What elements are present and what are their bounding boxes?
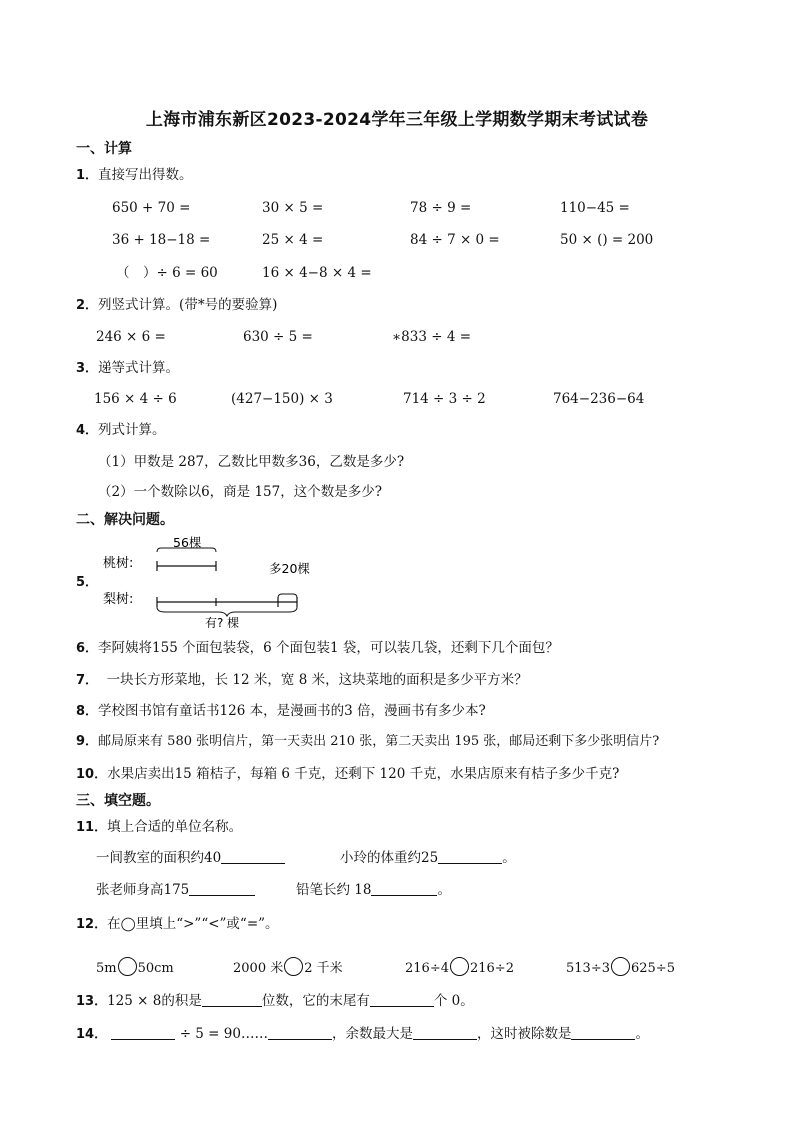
question-number: 8．: [76, 704, 99, 719]
q2-item: ∗833 ÷ 4 =: [392, 329, 472, 345]
section-fill-heading: 三、填空题。: [76, 793, 160, 809]
q14-text: ，余数最大是: [331, 1026, 413, 1042]
question-14: [76, 1024, 649, 1045]
q1-item: （ ）÷ 6 = 60: [116, 265, 218, 281]
q1-item: 25 × 4 =: [262, 232, 324, 248]
pear-label: 梨树:: [103, 592, 134, 607]
compare-right: 2 千米: [304, 961, 343, 976]
answer-blank[interactable]: [438, 849, 502, 864]
question-text: 列竖式计算。(带*号的要验算): [98, 297, 278, 313]
answer-blank[interactable]: [189, 881, 255, 896]
question-number: 10．: [76, 767, 108, 782]
question-text: 在◯里填上“>”“<”或“=”。: [107, 916, 279, 932]
question-text: 直接写出得数。: [98, 167, 193, 183]
q11-period: 。: [437, 882, 451, 898]
question-1: [76, 165, 193, 186]
q12-compare-1: [96, 957, 174, 979]
question-number: 9．: [76, 734, 99, 749]
question-text: 填上合适的单位名称。: [107, 819, 243, 835]
question-text: 李阿姨将155 个面包装袋，6 个面包装1 袋，可以装几袋，还剩下几个面包？: [98, 640, 559, 656]
compare-right: 50cm: [137, 961, 174, 976]
q13-text: 125 × 8的积是: [107, 993, 202, 1009]
question-number: 3．: [76, 361, 99, 376]
question-label: 有? 棵: [205, 616, 240, 628]
more-brace: [278, 594, 297, 598]
q1-item: 30 × 5 =: [262, 200, 324, 216]
q1-item: 50 × () = 200: [560, 232, 654, 248]
q2-item: 246 × 6 =: [96, 329, 166, 345]
q11-item-c: [96, 880, 255, 900]
q1-item: 650 + 70 =: [112, 200, 191, 216]
q11-text: 铅笔长约 18: [296, 882, 372, 898]
question-text: 学校图书馆有童话书126 本，是漫画书的3 倍，漫画书有多少本?: [98, 703, 486, 719]
peach-label: 桃树:: [103, 556, 134, 571]
question-number: 1．: [76, 168, 99, 183]
answer-blank[interactable]: [111, 1025, 175, 1040]
question-2: [76, 295, 277, 316]
question-number: 6．: [76, 641, 99, 656]
question-8: [76, 701, 486, 722]
question-6: [76, 638, 559, 659]
q12-compare-2: [233, 957, 343, 979]
q11-text: 小玲的体重约25: [340, 850, 439, 866]
question-13: [76, 991, 474, 1012]
compare-left: 216÷4: [405, 961, 449, 976]
q1-item: 36 + 18−18 =: [112, 232, 211, 248]
question-number: 2．: [76, 298, 99, 313]
answer-blank[interactable]: [371, 881, 437, 896]
q3-item: 764−236−64: [553, 391, 645, 407]
q11-text: 一间教室的面积约40: [96, 850, 222, 866]
section-solve-heading: 二、解决问题。: [76, 512, 174, 528]
q1-item: 84 ÷ 7 × 0 =: [410, 232, 500, 248]
question-7: [76, 670, 528, 691]
question-text: 列式计算。: [98, 422, 166, 438]
q11-item-d: [296, 880, 451, 900]
q12-compare-3: [405, 957, 514, 979]
question-text: 递等式计算。: [98, 360, 180, 376]
answer-blank[interactable]: [202, 992, 262, 1007]
q13-text: 个 0。: [433, 993, 474, 1009]
q4-sub-1: （1）甲数是 287，乙数比甲数多36，乙数是多少?: [98, 454, 405, 470]
compare-circle[interactable]: [611, 957, 630, 976]
compare-circle[interactable]: [450, 957, 469, 976]
q13-text: 位数，它的末尾有: [261, 993, 370, 1009]
q11-item-a: [96, 848, 285, 868]
question-12: [76, 914, 279, 935]
compare-circle[interactable]: [284, 957, 303, 976]
q5-bar-diagram: [95, 528, 325, 628]
answer-blank[interactable]: [370, 992, 434, 1007]
answer-blank[interactable]: [268, 1025, 332, 1040]
q1-item: 110−45 =: [560, 200, 630, 216]
question-number: 5．: [76, 575, 99, 590]
question-4: [76, 420, 166, 441]
q4-sub-2: （2）一个数除以6，商是 157，这个数是多少?: [98, 484, 382, 500]
q1-item: 78 ÷ 9 =: [410, 200, 472, 216]
question-number: 12．: [76, 917, 108, 932]
question-text: 一块长方形菜地，长 12 米，宽 8 米，这块菜地的面积是多少平方米？: [106, 672, 528, 688]
question-number: 4．: [76, 423, 99, 438]
question-text: 邮局原来有 580 张明信片，第一天卖出 210 张，第二天卖出 195 张，邮局还剩下多少张明信片?: [98, 734, 660, 749]
compare-left: 513÷3: [566, 961, 610, 976]
question-number: 13．: [76, 994, 108, 1009]
question-text: 水果店卖出15 箱桔子，每箱 6 千克，还剩下 120 千克，水果店原来有桔子多少千克?: [107, 766, 620, 782]
compare-circle[interactable]: [118, 957, 137, 976]
compare-right: 216÷2: [469, 961, 514, 976]
q3-item: 156 × 4 ÷ 6: [94, 391, 177, 407]
question-3: [76, 358, 179, 379]
q1-item: 16 × 4−8 × 4 =: [262, 265, 372, 281]
q12-compare-4: [566, 957, 675, 979]
more-label: 多20棵: [269, 561, 310, 576]
compare-left: 2000 米: [233, 961, 284, 976]
q11-text: 张老师身高175: [96, 882, 190, 898]
total-brace: [157, 607, 297, 616]
question-11: [76, 817, 242, 838]
q11-period: 。: [502, 850, 516, 866]
question-9: [76, 732, 659, 752]
question-number: 11．: [76, 820, 108, 835]
question-number: 7．: [76, 673, 99, 688]
question-number: 14．: [76, 1027, 108, 1042]
answer-blank[interactable]: [571, 1025, 635, 1040]
compare-left: 5m: [96, 961, 117, 976]
q14-text: ，这时被除数是: [476, 1026, 572, 1042]
compare-right: 625÷5: [630, 961, 675, 976]
q3-item: (427−150) × 3: [231, 391, 333, 407]
page-title: 上海市浦东新区2023-2024学年三年级上学期数学期末考试试卷: [145, 110, 649, 130]
q14-text: ÷ 5 = 90……: [179, 1026, 268, 1042]
section-calc-heading: 一、计算: [76, 141, 132, 157]
answer-blank[interactable]: [221, 849, 285, 864]
answer-blank[interactable]: [413, 1025, 477, 1040]
question-10: [76, 764, 619, 785]
q14-text: 。: [635, 1026, 649, 1042]
q3-item: 714 ÷ 3 ÷ 2: [403, 391, 486, 407]
q2-item: 630 ÷ 5 =: [243, 329, 313, 345]
q11-item-b: [340, 848, 516, 868]
peach-count-label: 56棵: [173, 535, 202, 550]
